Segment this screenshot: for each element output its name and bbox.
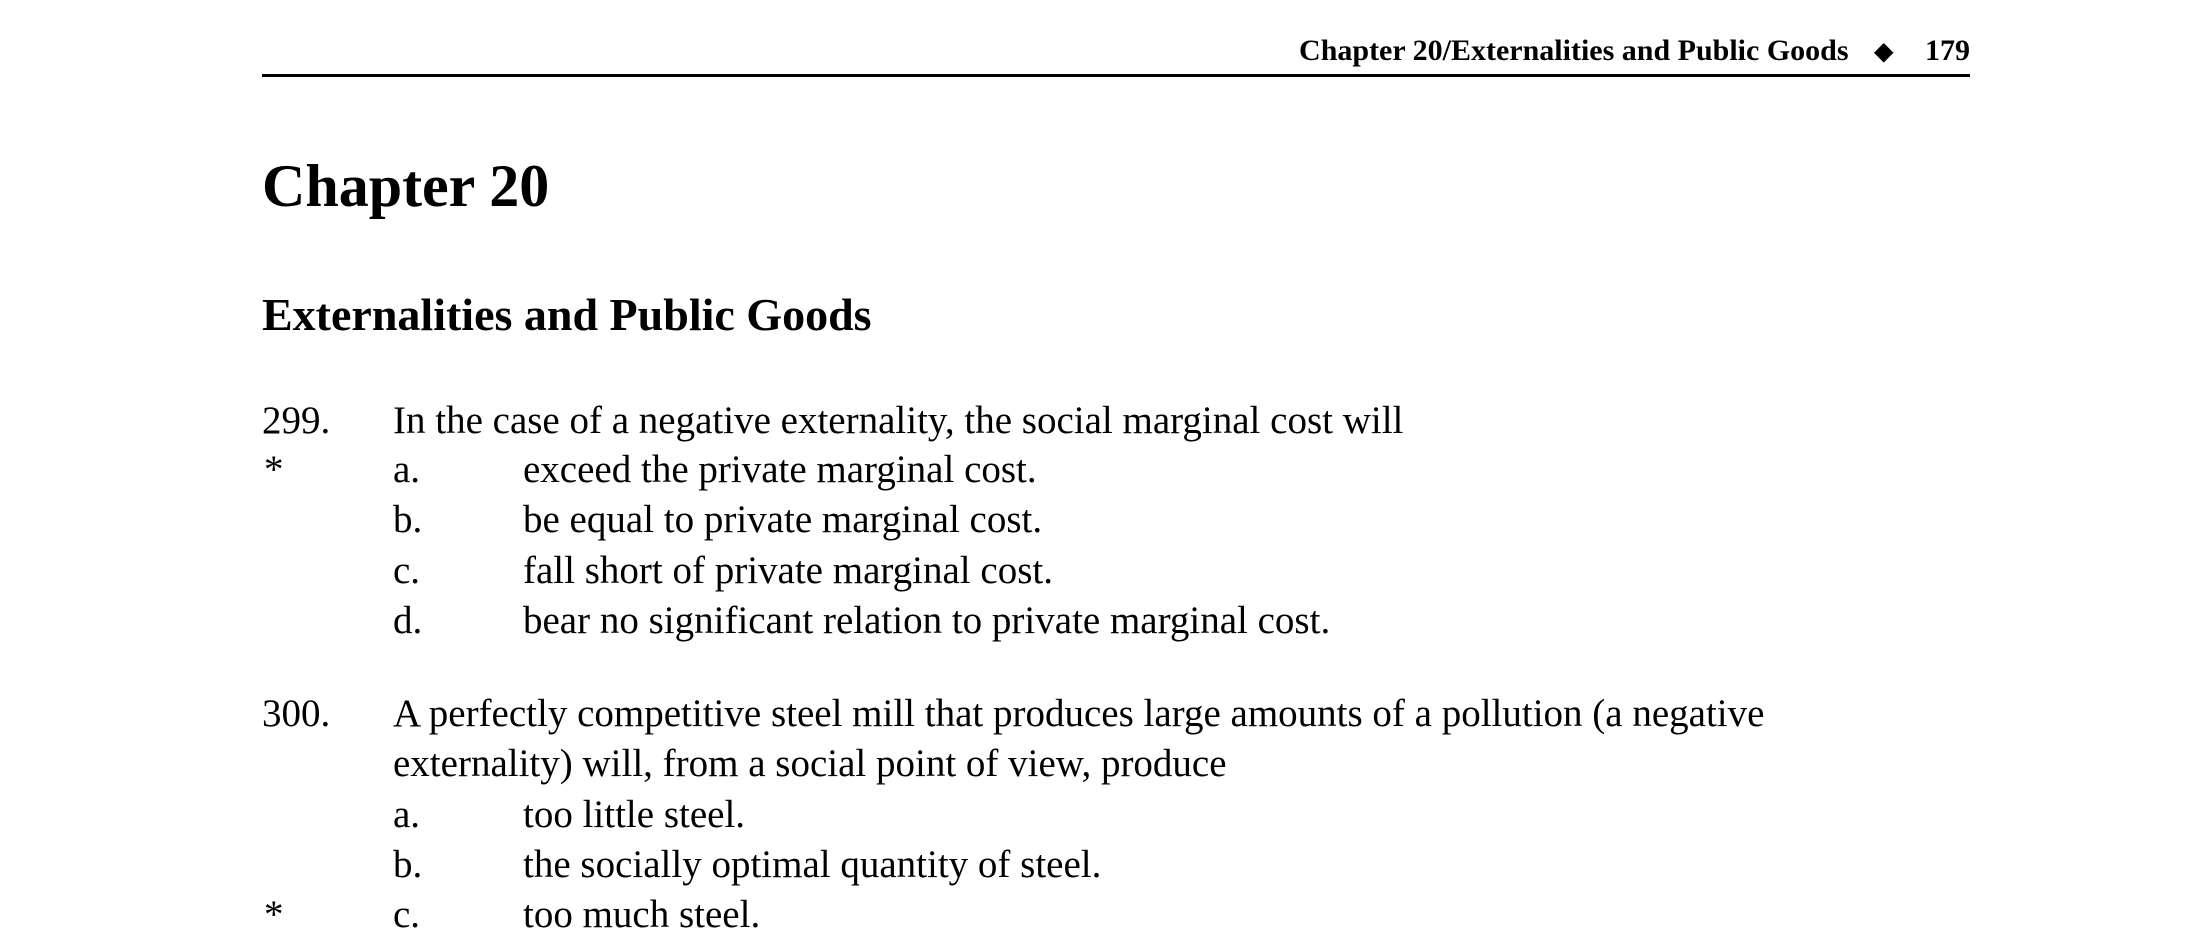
option-letter: d.	[393, 599, 423, 642]
option-text: exceed the private marginal cost.	[523, 448, 1037, 491]
option-letter: a.	[393, 793, 421, 836]
option-letter: b.	[393, 843, 423, 886]
option-letter: a.	[393, 448, 421, 491]
option-text: be equal to private marginal cost.	[523, 498, 1043, 541]
option-letter: c.	[393, 549, 421, 592]
question-stem: A perfectly competitive steel mill that produces large amounts of a pollution (a negative	[393, 692, 1765, 735]
section-title: Externalities and Public Goods	[262, 289, 872, 340]
running-header	[262, 28, 1970, 77]
question-number: 300.	[262, 692, 331, 735]
diamond-icon: ◆	[1874, 38, 1893, 65]
chapter-title: Chapter 20	[262, 153, 550, 219]
option-text: fall short of private marginal cost.	[523, 549, 1053, 592]
question-number: 299.	[262, 399, 331, 442]
page-number: 179	[1925, 34, 1970, 67]
option-text: bear no significant relation to private marginal cost.	[523, 599, 1331, 642]
running-title: Chapter 20/Externalities and Public Goods	[1299, 34, 1849, 67]
option-text: too little steel.	[523, 793, 746, 836]
option-text: the socially optimal quantity of steel.	[523, 843, 1102, 886]
option-letter: b.	[393, 498, 423, 541]
question-stem: In the case of a negative externality, the social marginal cost will	[393, 399, 1404, 442]
answer-marker: *	[264, 893, 284, 936]
answer-marker: *	[264, 448, 284, 491]
question-stem: externality) will, from a social point of view, produce	[393, 742, 1227, 785]
option-letter: c.	[393, 893, 421, 936]
option-text: too much steel.	[523, 893, 761, 936]
